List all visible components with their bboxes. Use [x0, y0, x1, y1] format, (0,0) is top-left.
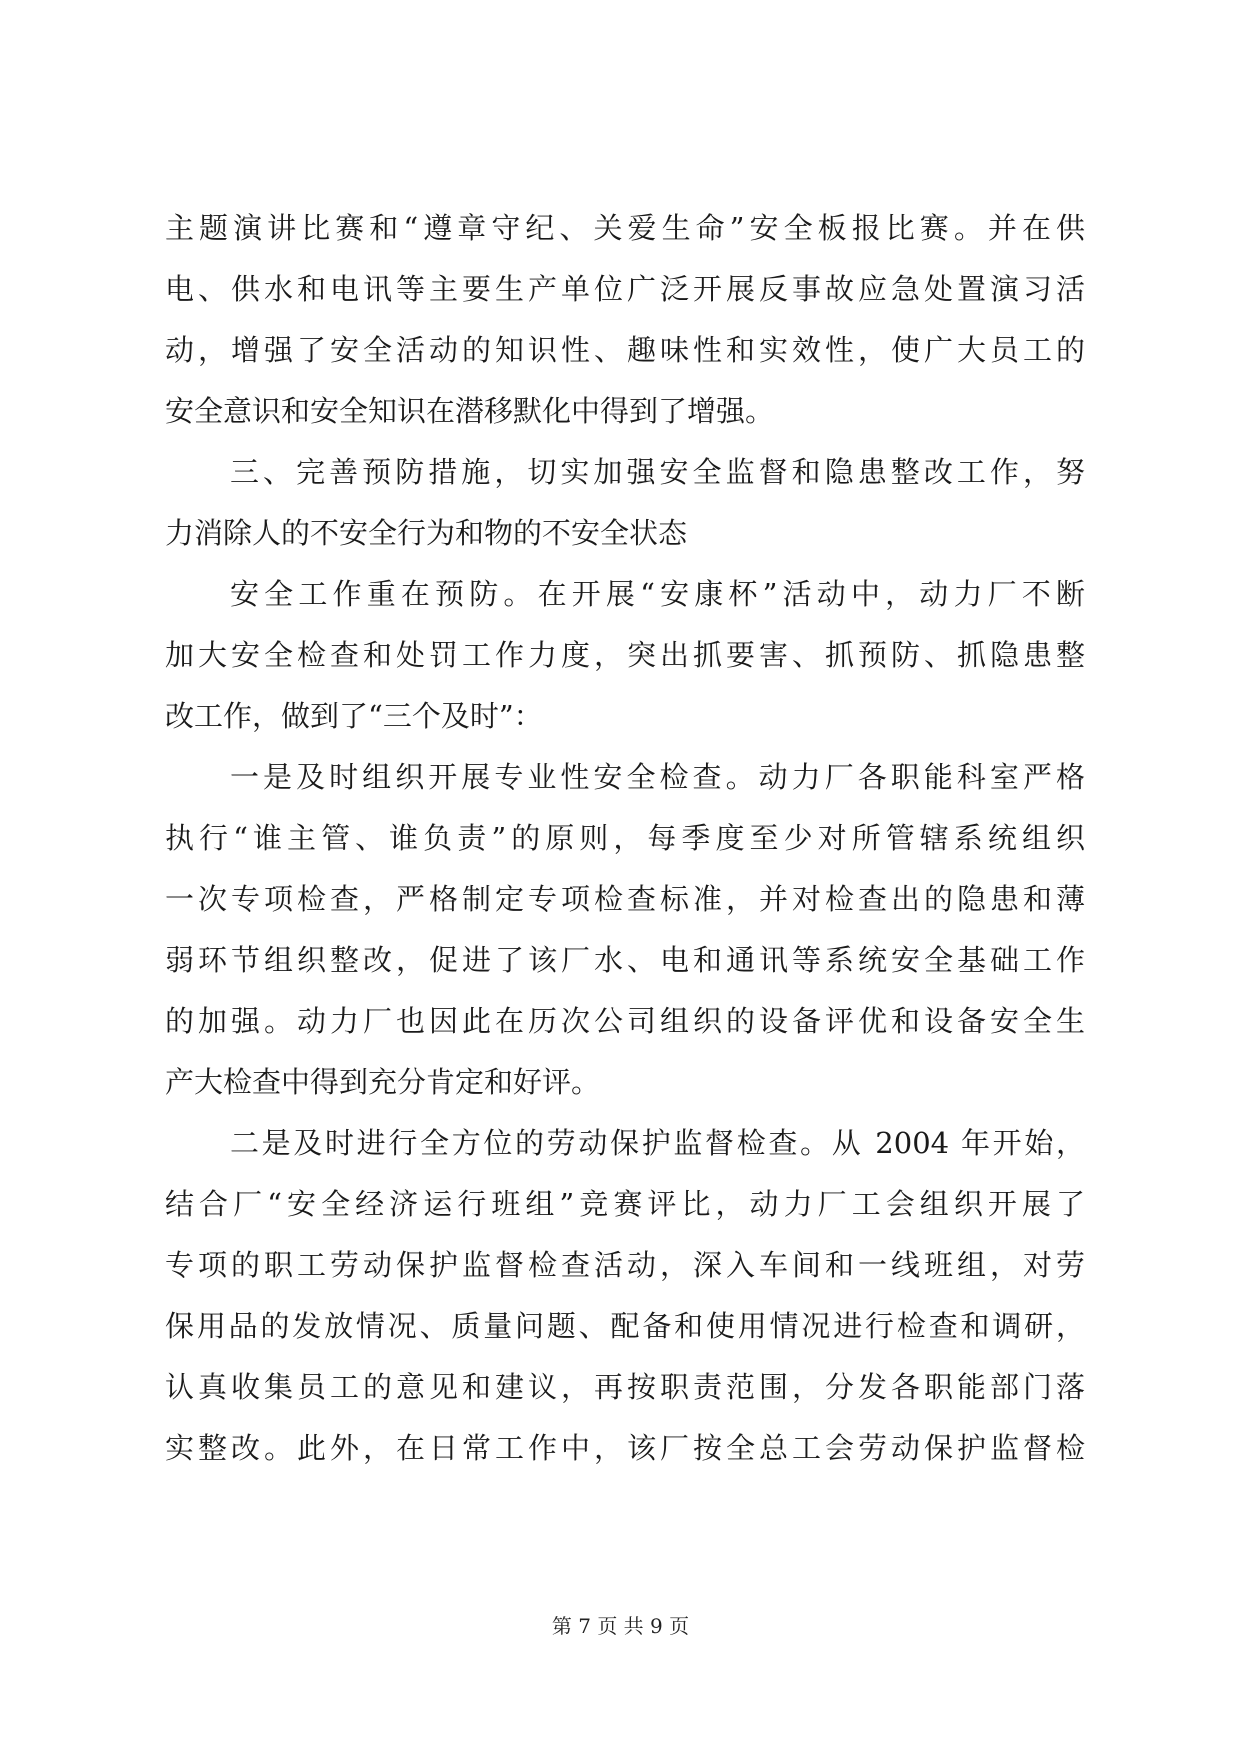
text-line: 改工作，做到了“三个及时”： — [165, 699, 543, 733]
text-line: 保用品的发放情况、质量问题、配备和使用情况进行检查和调研， — [165, 1309, 1085, 1343]
text-line: 动，增强了安全活动的知识性、趣味性和实效性，使广大员工的 — [165, 333, 1085, 367]
text-line: 安全工作重在预防。在开展“安康杯”活动中，动力厂不断 — [230, 577, 1085, 611]
text-line: 一次专项检查，严格制定专项检查标准，并对检查出的隐患和薄 — [165, 882, 1085, 916]
text-line: 一是及时组织开展专业性安全检查。动力厂各职能科室严格 — [230, 760, 1085, 794]
text-line: 二是及时进行全方位的劳动保护监督检查。从 2004 年开始， — [230, 1126, 1085, 1160]
text-line: 安全意识和安全知识在潜移默化中得到了增强。 — [165, 394, 775, 428]
section-heading-line: 力消除人的不安全行为和物的不安全状态 — [165, 516, 688, 550]
text-line: 弱环节组织整改，促进了该厂水、电和通讯等系统安全基础工作 — [165, 943, 1085, 977]
text-line: 专项的职工劳动保护监督检查活动，深入车间和一线班组，对劳 — [165, 1248, 1085, 1282]
text-line: 认真收集员工的意见和建议，再按职责范围，分发各职能部门落 — [165, 1370, 1085, 1404]
text-line: 结合厂“安全经济运行班组”竞赛评比，动力厂工会组织开展了 — [165, 1187, 1085, 1221]
text-line: 电、供水和电讯等主要生产单位广泛开展反事故应急处置演习活 — [165, 272, 1085, 306]
text-line: 加大安全检查和处罚工作力度，突出抓要害、抓预防、抓隐患整 — [165, 638, 1085, 672]
page-number-footer: 第 7 页 共 9 页 — [551, 1614, 690, 1638]
text-line: 的加强。动力厂也因此在历次公司组织的设备评优和设备安全生 — [165, 1004, 1085, 1038]
text-line: 实整改。此外，在日常工作中，该厂按全总工会劳动保护监督检 — [165, 1431, 1085, 1465]
section-heading-line: 三、完善预防措施，切实加强安全监督和隐患整改工作，努 — [230, 455, 1085, 489]
text-line: 执行“谁主管、谁负责”的原则，每季度至少对所管辖系统组织 — [165, 821, 1085, 855]
text-line: 产大检查中得到充分肯定和好评。 — [165, 1065, 601, 1099]
text-line: 主题演讲比赛和“遵章守纪、关爱生命”安全板报比赛。并在供 — [165, 211, 1085, 245]
